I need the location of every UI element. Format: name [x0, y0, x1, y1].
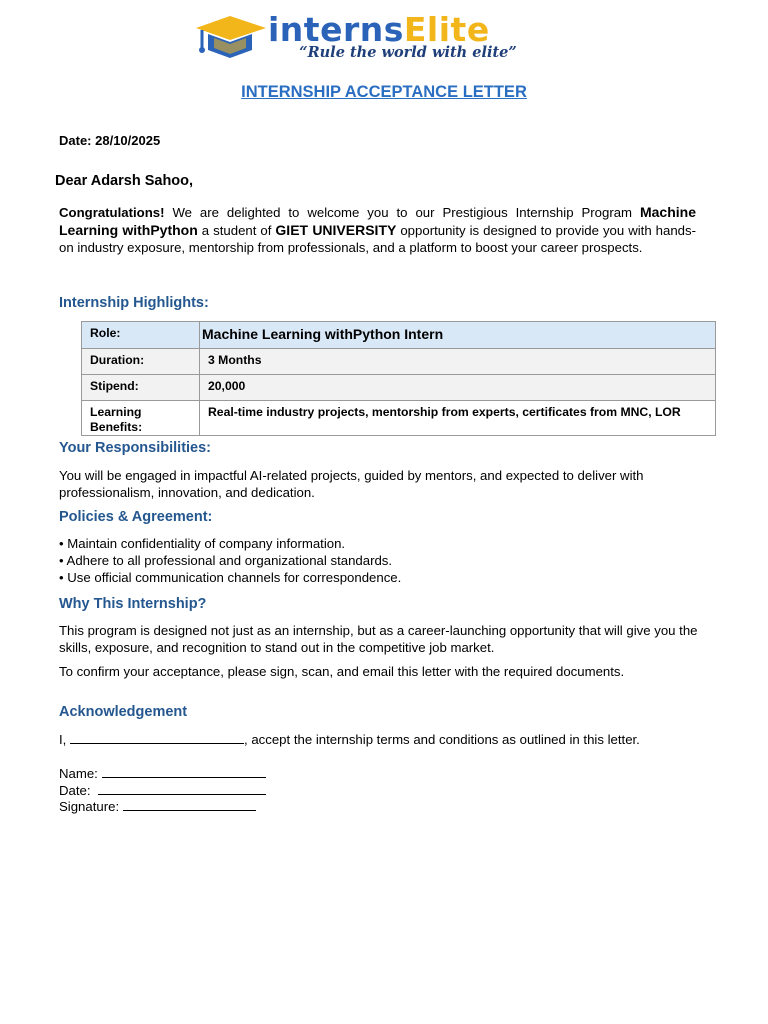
row-value: Machine Learning withPython Intern — [200, 322, 716, 349]
list-item: • Use official communication channels for correspondence. — [59, 570, 402, 585]
acceptance-line: I, , accept the internship terms and conditions as outlined in this letter. — [59, 732, 640, 747]
policies-heading: Policies & Agreement: — [59, 509, 213, 525]
list-item: • Adhere to all professional and organizational standards. — [59, 553, 393, 568]
row-value: 20,000 — [200, 375, 716, 401]
letter-date: Date: 28/10/2025 — [59, 133, 161, 148]
why-text: This program is designed not just as an internship, but as a career-launching opportunity that will give you the skills, exposure, and recognition to stand out in the competitive job market. — [59, 623, 698, 655]
date-field: Date: — [59, 782, 266, 800]
table-row — [82, 349, 716, 375]
row-label: Learning Benefits: — [82, 401, 200, 436]
name-blank[interactable] — [102, 765, 266, 778]
signature-blank[interactable] — [123, 798, 256, 811]
table-row — [82, 401, 716, 436]
table-row — [82, 322, 716, 349]
row-label: Duration: — [82, 349, 200, 375]
intro-paragraph: Congratulations! We are delighted to welcome you to our Prestigious Internship Program Machine Learning withPython a student of GIET UNIVERSITY opportunity is designed to provide you with hands-on industry exposure, mentorship from professionals, and a platform to boost your career prospects. — [59, 204, 696, 255]
signature-field: Signature: — [59, 798, 256, 816]
name-field: Name: — [59, 765, 266, 783]
highlights-heading: Internship Highlights: — [59, 295, 209, 311]
salutation: Dear Adarsh Sahoo, — [55, 173, 194, 189]
company-logo — [194, 10, 554, 66]
congrats-text: Congratulations! — [59, 205, 165, 220]
graduation-cap-icon — [194, 14, 268, 64]
responsibilities-heading: Your Responsibilities: — [59, 440, 212, 456]
program-name: Machine Learning withPython — [59, 204, 696, 238]
letter-title: INTERNSHIP ACCEPTANCE LETTER — [241, 83, 527, 101]
university-name: GIET UNIVERSITY — [275, 221, 397, 238]
date-blank[interactable] — [98, 782, 266, 795]
list-item: • Maintain confidentiality of company information. — [59, 536, 346, 551]
row-value: 3 Months — [200, 349, 716, 375]
confirm-text: To confirm your acceptance, please sign, scan, and email this letter with the required documents. — [59, 664, 625, 679]
highlights-table — [81, 321, 716, 436]
row-label: Stipend: — [82, 375, 200, 401]
responsibilities-text: You will be engaged in impactful AI-related projects, guided by mentors, and expected to deliver with professionalism, innovation, and dedication. — [59, 468, 644, 500]
why-heading: Why This Internship? — [59, 596, 207, 612]
row-value: Real-time industry projects, mentorship from experts, certificates from MNC, LOR — [200, 401, 716, 436]
acceptance-name-blank[interactable] — [70, 731, 244, 744]
logo-wordmark: internsElite — [268, 10, 490, 49]
table-row — [82, 375, 716, 401]
row-label: Role: — [82, 322, 200, 349]
logo-tagline: “Rule the world with elite” — [299, 44, 517, 61]
acknowledgement-heading: Acknowledgement — [59, 704, 188, 720]
policies-list — [59, 535, 401, 586]
